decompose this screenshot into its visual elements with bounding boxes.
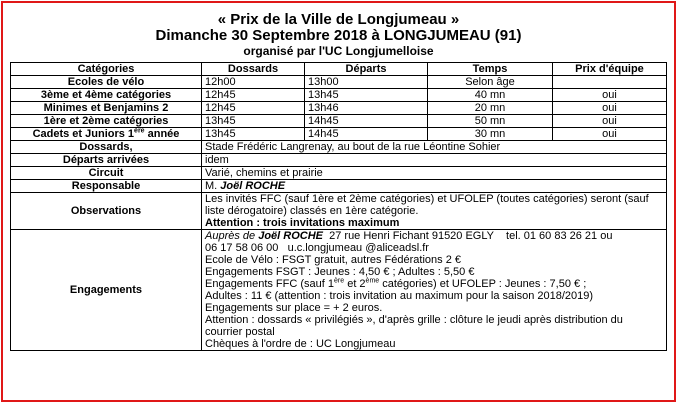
temps-cell: 20 mn [428, 102, 553, 115]
info-row-observations [11, 193, 667, 230]
prix-cell: oui [553, 115, 667, 128]
info-label: Départs arrivées [11, 154, 202, 167]
header-temps: Temps [428, 63, 553, 76]
category-cell: Cadets et Juniors 1ère année [11, 128, 202, 141]
race-date-location: Dimanche 30 Septembre 2018 à LONGJUMEAU (91) [155, 27, 522, 44]
race-organizer: organisé par l'UC Longjumelloise [243, 44, 434, 58]
race-schedule-table [10, 62, 667, 351]
info-row-arrivees [11, 154, 667, 167]
info-row-circuit [11, 167, 667, 180]
header-categories: Catégories [11, 63, 202, 76]
info-value: idem [202, 154, 667, 167]
departs-cell: 13h45 [305, 89, 428, 102]
dossards-cell: 12h45 [202, 102, 305, 115]
info-value: Stade Frédéric Langrenay, au bout de la rue Léontine Sohier [202, 141, 667, 154]
engagement-phone-email: 06 17 58 06 00 u.c.longjumeau @aliceadsl.fr [205, 242, 429, 254]
engagement-sur-place: Engagements sur place = + 2 euros. [205, 302, 383, 314]
temps-cell: 50 mn [428, 115, 553, 128]
engagement-cheques: Chèques à l'ordre de : UC Longjumeau [205, 338, 396, 350]
table-row [11, 89, 667, 102]
prix-cell: oui [553, 102, 667, 115]
category-cell: Minimes et Benjamins 2 [11, 102, 202, 115]
dossards-cell: 13h45 [202, 115, 305, 128]
engagement-ecole: Ecole de Vélo : FSGT gratuit, autres Fédérations 2 € [205, 254, 461, 266]
race-title: « Prix de la Ville de Longjumeau » [217, 11, 460, 28]
table-header-row [11, 63, 667, 76]
info-value [202, 193, 667, 230]
departs-cell: 13h00 [305, 76, 428, 89]
temps-cell: 40 mn [428, 89, 553, 102]
table-row [11, 102, 667, 115]
responsable-name: Joël ROCHE [220, 180, 286, 192]
engagement-adultes: Adultes : 11 € (attention : trois invitation au maximum pour la saison 2018/2019) [205, 290, 594, 302]
temps-cell: 30 mn [428, 128, 553, 141]
observations-attention: Attention : trois invitations maximum [205, 217, 400, 229]
info-row-dossards [11, 141, 667, 154]
prix-cell: oui [553, 128, 667, 141]
departs-cell: 14h45 [305, 115, 428, 128]
temps-cell: Selon âge [428, 76, 553, 89]
info-label: Engagements [11, 230, 202, 351]
departs-cell: 13h46 [305, 102, 428, 115]
category-cell: 3ème et 4ème catégories [11, 89, 202, 102]
info-label: Responsable [11, 180, 202, 193]
dossards-cell: 12h00 [202, 76, 305, 89]
engagement-attention: Attention : dossards « privilégiés », d'après grille : clôture le jeudi après distribution du courrier postal [205, 314, 623, 338]
info-label: Observations [11, 193, 202, 230]
info-row-responsable [11, 180, 667, 193]
prix-cell: oui [553, 89, 667, 102]
header-dossards: Dossards [202, 63, 305, 76]
engagement-fsgt: Engagements FSGT : Jeunes : 4,50 € ; Adultes : 5,50 € [205, 266, 475, 278]
table-row [11, 128, 667, 141]
engagement-ffc: Engagements FFC (sauf 1ère et 2ème catégories) et UFOLEP : Jeunes : 7,50 € ; [205, 277, 587, 290]
header-prix-equipe: Prix d'équipe [553, 63, 667, 76]
info-value [202, 230, 667, 351]
info-row-engagements [11, 230, 667, 351]
category-cell: Ecoles de vélo [11, 76, 202, 89]
prix-cell [553, 76, 667, 89]
info-value: Varié, chemins et prairie [202, 167, 667, 180]
departs-cell: 14h45 [305, 128, 428, 141]
engagement-contact: Auprès de Joël ROCHE 27 rue Henri Fichant 91520 EGLY tel. 01 60 83 26 21 ou [205, 230, 613, 242]
category-cell: 1ère et 2ème catégories [11, 115, 202, 128]
info-label: Dossards, [11, 141, 202, 154]
table-row [11, 115, 667, 128]
header-departs: Départs [305, 63, 428, 76]
dossards-cell: 12h45 [202, 89, 305, 102]
table-row [11, 76, 667, 89]
info-value: M. Joël ROCHE [202, 180, 667, 193]
dossards-cell: 13h45 [202, 128, 305, 141]
info-label: Circuit [11, 167, 202, 180]
observations-text: Les invités FFC (sauf 1ère et 2ème catégories) et UFOLEP (toutes catégories) seront (sauf liste dérogatoire) classés en 1ère catégorie. [205, 193, 649, 217]
